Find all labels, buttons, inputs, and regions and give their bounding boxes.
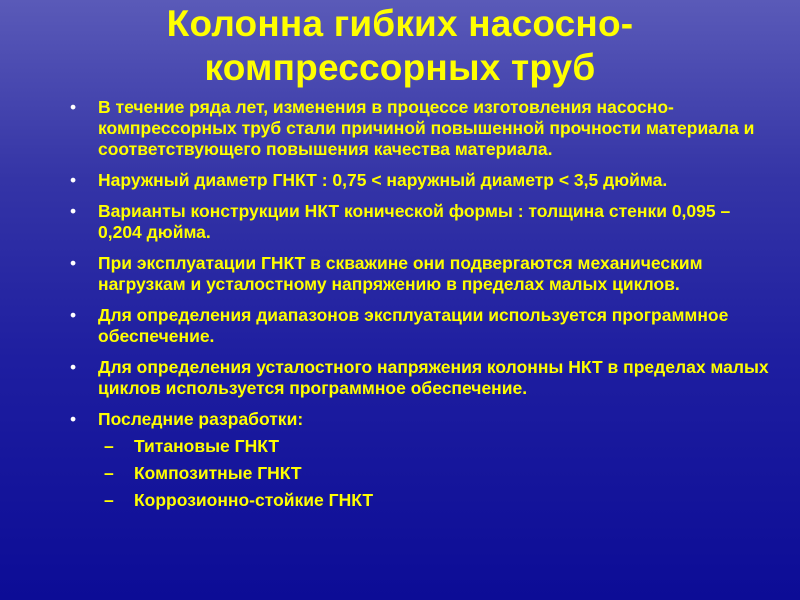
bullet-item xyxy=(70,201,770,243)
bullet-item xyxy=(70,409,770,511)
sub-item xyxy=(104,490,770,511)
slide-content xyxy=(70,97,770,521)
bullet-text: Наружный диаметр ГНКТ : 0,75 < наружный диаметр < 3,5 дюйма. xyxy=(98,170,668,190)
dash-icon: – xyxy=(104,436,114,456)
bullet-item xyxy=(70,357,770,399)
sub-item-text: Титановые ГНКТ xyxy=(134,436,280,456)
bullet-text: При эксплуатации ГНКТ в скважине они подвергаются механическим нагрузкам и усталостному напряжению в пределах малых циклов. xyxy=(98,253,703,294)
bullet-item xyxy=(70,170,770,191)
bullet-item xyxy=(70,253,770,295)
dash-icon: – xyxy=(104,490,114,510)
bullet-item xyxy=(70,305,770,347)
bullet-icon: • xyxy=(70,201,77,221)
bullet-text: В течение ряда лет, изменения в процессе изготовления насосно-компрессорных труб стали причиной повышенной прочности материала и соответствующего повышения качества материала. xyxy=(98,97,755,159)
bullet-text: Для определения усталостного напряжения колонны НКТ в пределах малых циклов используется программное обеспечение. xyxy=(98,357,769,398)
bullet-icon: • xyxy=(70,253,77,273)
bullet-item xyxy=(70,97,770,160)
sub-item xyxy=(104,436,770,457)
sub-item xyxy=(104,463,770,484)
title-line-1: Колонна гибких насосно- xyxy=(166,3,634,44)
bullet-text: Для определения диапазонов эксплуатации используется программное обеспечение. xyxy=(98,305,729,346)
sub-item-text: Коррозионно-стойкие ГНКТ xyxy=(134,490,374,510)
dash-icon: – xyxy=(104,463,114,483)
bullet-text: Последние разработки: xyxy=(98,409,304,429)
bullet-list xyxy=(70,97,770,511)
bullet-icon: • xyxy=(70,170,77,190)
sub-item-text: Композитные ГНКТ xyxy=(134,463,302,483)
bullet-icon: • xyxy=(70,357,77,377)
bullet-icon: • xyxy=(70,409,77,429)
bullet-icon: • xyxy=(70,97,77,117)
bullet-text: Варианты конструкции НКТ конической формы : толщина стенки 0,095 – 0,204 дюйма. xyxy=(98,201,731,242)
slide-title xyxy=(40,2,760,90)
title-line-2: компрессорных труб xyxy=(204,47,596,88)
bullet-icon: • xyxy=(70,305,77,325)
sub-list xyxy=(104,436,770,511)
